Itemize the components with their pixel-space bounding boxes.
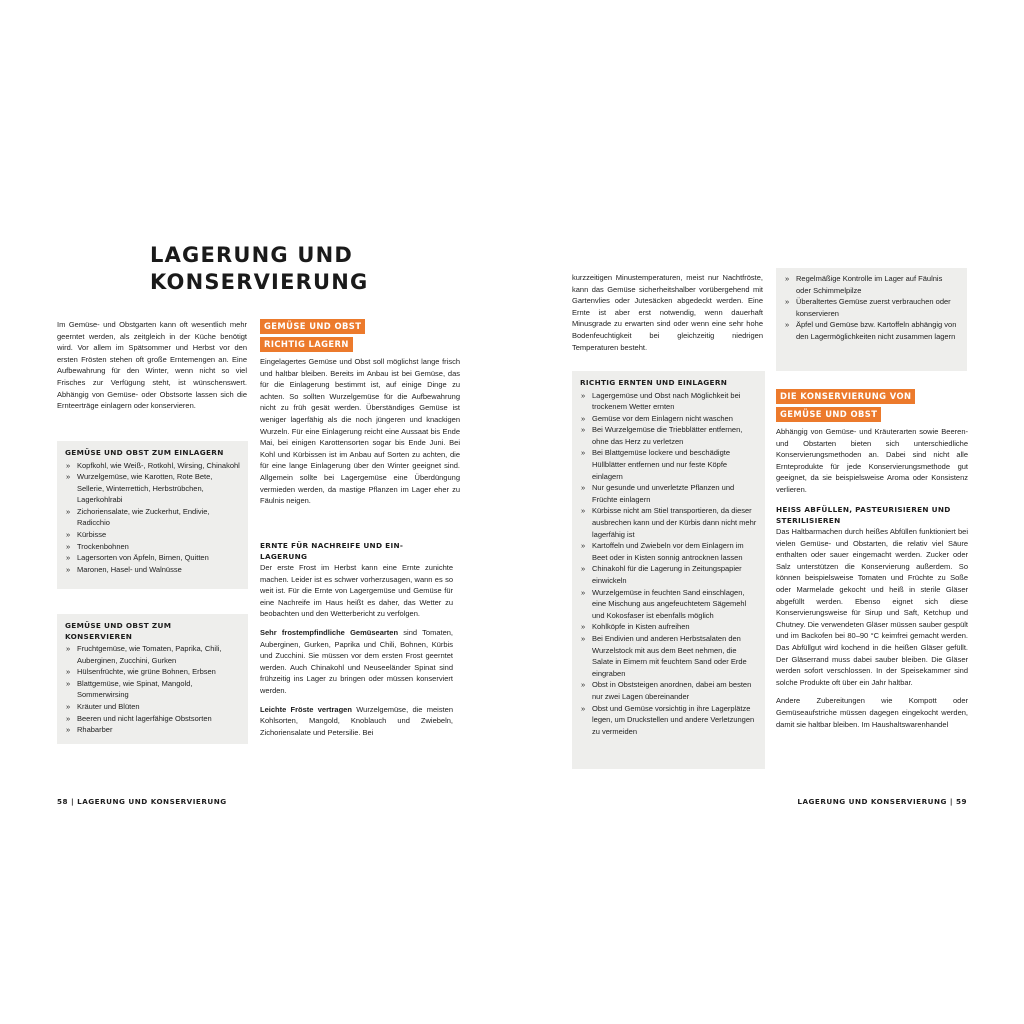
box-ernten <box>572 371 765 769</box>
box-einlagern-heading: GEMÜSE UND OBST ZUM EINLAGERN <box>65 448 224 457</box>
section-text: Der erste Frost im Herbst kann eine Ernte zunichte machen. Leider ist es schwer vorherzusagen, wann es so weit ist. Für die Ernte von Lagergemüse und Gemüse für eine Nachreife im Haus heißt es daher, das Wetter zu beobachten und den Wetterbericht zu verfolgen. <box>260 563 453 619</box>
list-item: » Wurzelgemüse in feuchten Sand einschlagen, eine Mischung aus angefeuchtetem Sägemehl und Kokosfaser ist ebenfalls möglich <box>580 587 757 622</box>
section-paragraph-2: Andere Zubereitungen wie Kompott oder Gemüseaufstriche müssen dagegen eingekocht werden, damit sie haltbar bleiben. Im Haushaltswarenhandel <box>776 696 968 729</box>
intro-paragraph: Im Gemüse- und Obstgarten kann oft wesentlich mehr geerntet werden, als zeitgleich in der Küche benötigt wird. Vor allem im Spätsommer und Herbst vor den ersten Frösten stehen oft große Erntemengen an. Eine Aufbewahrung für den Winter, wenn nicht so viel Frisches zur Verfügung steht, ist wünschenswert. Abhängig von Gemüse- oder Obstsorte lassen sich die Ernteerträge einlagern oder konservieren. <box>57 320 247 411</box>
list-item: » Gemüse vor dem Einlagern nicht waschen <box>580 413 757 425</box>
box-ernten-heading: RICHTIG ERNTEN UND EINLAGERN <box>580 378 728 387</box>
list-item: » Nur gesunde und unverletzte Pflanzen und Früchte einlagern <box>580 482 757 505</box>
section-richtig-lagern <box>260 316 460 507</box>
box-einlagern <box>57 441 248 589</box>
list-item: » Kürbisse <box>65 529 240 541</box>
section-heading: ERNTE FÜR NACHREIFE UND EIN- LAGERUNG <box>260 541 404 561</box>
section-paragraph-2: Sehr frostempfindliche Gemüsearten sind Tomaten, Auberginen, Gurken, Paprika und Chili, Bohnen, Kürbis und Zucchini. Sie müssen vor dem ersten Frost geerntet werden. Auch Chinakohl und Neuseeländer Spinat sind frühzeitig ins Lager zu bringen oder müssen konserviert werden. <box>260 627 453 695</box>
list-item: » Kürbisse nicht am Stiel transportieren, da dieser ausbrechen kann und der Kürbis dann nicht mehr lagerfähig ist <box>580 505 757 540</box>
list-item: » Hülsenfrüchte, wie grüne Bohnen, Erbsen <box>65 666 240 678</box>
list-item: » Chinakohl für die Lagerung in Zeitungspapier einwickeln <box>580 563 757 586</box>
list-item: » Beeren und nicht lagerfähige Obstsorten <box>65 713 240 725</box>
list-item: » Bei Blattgemüse lockere und beschädigte Hüllblätter entfernen und nur feste Köpfe einlagern <box>580 447 757 482</box>
section-heiss <box>776 505 968 730</box>
box-konservieren-heading: GEMÜSE UND OBST ZUM KONSERVIEREN <box>65 621 172 641</box>
section-text: Abhängig von Gemüse- und Kräuterarten sowie Beeren- und Obstarten bieten sich unterschiedliche Konservierungsmethoden an. Dabei sind nicht alle Ernteprodukte für jede Konservierungsmethode gut geeignet, da sie beispielsweise Aroma oder Konsistenz verlieren. <box>776 427 968 494</box>
section-konservierung <box>776 386 968 496</box>
section-badge: DIE KONSERVIERUNG VON GEMÜSE UND OBST <box>776 386 968 422</box>
section-nachreife <box>260 541 453 738</box>
title-line-2: KONSERVIERUNG <box>150 270 369 294</box>
einlagern-list <box>65 460 240 576</box>
continuation-paragraph: kurzzeitigen Minustemperaturen, meist nur Nachtfröste, kann das Gemüse sicherheitshalber vorübergehend mit Gartenvlies oder Jutesäcken abgedeckt werden. Eine Ernte ist aber erst notwendig, wenn dauerhaft Minusgrade zu erwarten sind oder wenn eine sehr hohe Bodenfeuchtigkeit bei gleichzeitig niedrigen Temperaturen besteht. <box>572 273 763 352</box>
list-item: » Obst und Gemüse vorsichtig in ihre Lagerplätze legen, um Druckstellen und andere Verletzungen zu vermeiden <box>580 703 757 738</box>
list-item: » Blattgemüse, wie Spinat, Mangold, Sommerwirsing <box>65 678 240 701</box>
box-konservieren <box>57 614 248 744</box>
list-item: » Kartoffeln und Zwiebeln vor dem Einlagern im Beet oder in Kisten sonnig antrocknen lassen <box>580 540 757 563</box>
list-item: » Lagersorten von Äpfeln, Birnen, Quitten <box>65 552 240 564</box>
list-item: » Kohlköpfe in Kisten aufreihen <box>580 621 757 633</box>
konservieren-list <box>65 643 240 736</box>
list-item: » Lagergemüse und Obst nach Möglichkeit bei trockenem Wetter ernten <box>580 390 757 413</box>
page-title <box>150 242 390 296</box>
section-heading: HEISS ABFÜLLEN, PASTEURISIEREN UND STERILISIEREN <box>776 505 951 525</box>
list-item: » Wurzelgemüse, wie Karotten, Rote Bete, Sellerie, Winterrettich, Herbstrübchen, Lagerkohlrabi <box>65 471 240 506</box>
box-kontrolle <box>776 268 967 371</box>
list-item: » Regelmäßige Kontrolle im Lager auf Fäulnis oder Schimmelpilze <box>784 273 959 296</box>
list-item: » Trockenbohnen <box>65 541 240 553</box>
list-item: » Obst in Obststeigen anordnen, dabei am besten nur zwei Lagen übereinander <box>580 679 757 702</box>
title-line-1: LAGERUNG UND <box>150 243 354 267</box>
section-text: Eingelagertes Gemüse und Obst soll möglichst lange frisch und haltbar bleiben. Bereits im Anbau ist bei Gemüse, das für die Einlagerung bestimmt ist, auf einige Dinge zu achten. So sollten Wurzelgemüse für die Aufbewahrung nicht zu früh gesät werden. Überständiges Gemüse ist weniger lagerfähig als die noch jüngeren und knackigen Wurzeln. Für eine Einlagerung reicht eine Aussaat bis Ende Mai, bei einigen Karottensorten sogar bis Ende Juni. Bei Kohl und Kürbissen ist im Anbau auf Sorten zu achten, die für eine lange Einlagerung über den Winter geeignet sind. Allgemein sollte bei Lagergemüse eine Überdüngung vermieden werden, da mastige Pflanzen im Lager eher zu Fäulnis neigen. <box>260 357 460 506</box>
section-paragraph-3: Leichte Fröste vertragen Wurzelgemüse, die meisten Kohlsorten, Mangold, Knoblauch und Zwiebeln, Zichoriensalate und Petersilie. Bei <box>260 704 453 737</box>
kontrolle-list <box>784 273 959 343</box>
section-badge: GEMÜSE UND OBST RICHTIG LAGERN <box>260 316 460 352</box>
list-item: » Kopfkohl, wie Weiß-, Rotkohl, Wirsing, Chinakohl <box>65 460 240 472</box>
footer-left: 58 | LAGERUNG UND KONSERVIERUNG <box>57 797 227 806</box>
list-item: » Fruchtgemüse, wie Tomaten, Paprika, Chili, Auberginen, Zucchini, Gurken <box>65 643 240 666</box>
footer-right: LAGERUNG UND KONSERVIERUNG | 59 <box>797 797 967 806</box>
list-item: » Zichoriensalate, wie Zuckerhut, Endivie, Radicchio <box>65 506 240 529</box>
list-item: » Maronen, Hasel- und Walnüsse <box>65 564 240 576</box>
section-text: Das Haltbarmachen durch heißes Abfüllen funktioniert bei vielen Gemüse- und Obstarten, die relativ viel Säure enthalten oder sauer eingemacht werden. Zucker oder Salz unterstützen die Konservierung außerdem. So können beispielsweise Tomaten und Früchte zu Soße oder Marmelade gekocht und heiß in sterile Gläser abgefüllt werden. Ebenso eignet sich diese Konservierungsweise für Sirup und Saft, Ketchup und Chutney. Die verwendeten Gläser müssen sauber gespült und im Backofen bei 80–90 °C keimfrei gemacht werden. Das Abfüllgut wird kochend in die heißen Gläser gefüllt. Der Gläserrand muss dabei sauber bleiben. Die Gläser werden sofort verschlossen. In der Speisekammer sind solche Produkte oft über ein Jahr haltbar. <box>776 527 968 687</box>
list-item: » Kräuter und Blüten <box>65 701 240 713</box>
list-item: » Bei Endivien und anderen Herbstsalaten den Wurzelstock mit aus dem Beet nehmen, die Salate in Eimern mit feuchtem Sand oder Erde eingraben <box>580 633 757 679</box>
ernten-list <box>580 390 757 738</box>
list-item: » Rhabarber <box>65 724 240 736</box>
list-item: » Bei Wurzelgemüse die Triebblätter entfernen, ohne das Herz zu verletzen <box>580 424 757 447</box>
list-item: » Äpfel und Gemüse bzw. Kartoffeln abhängig von den Lagermöglichkeiten nicht zusammen lagern <box>784 319 959 342</box>
list-item: » Überaltertes Gemüse zuerst verbrauchen oder konservieren <box>784 296 959 319</box>
